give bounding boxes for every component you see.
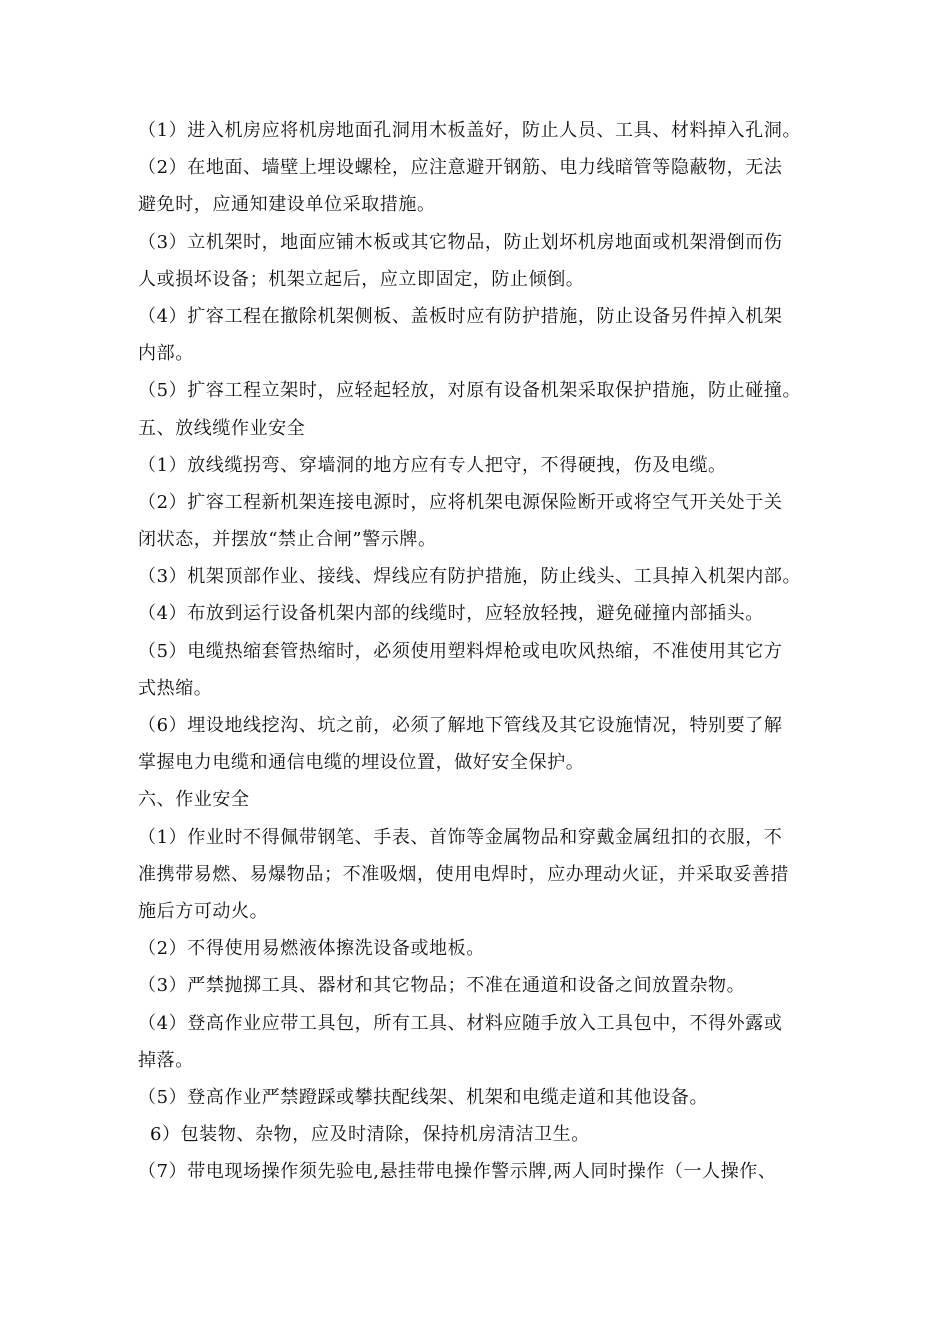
paragraph-line-3: 避免时，应通知建设单位采取措施。	[138, 194, 436, 216]
paragraph-line-21: 准携带易燃、易爆物品；不准吸烟，使用电焊时，应办理动火证，并采取妥善措	[138, 863, 789, 885]
paragraph-line-23: （2）不得使用易燃液体擦洗设备或地板。	[138, 938, 485, 960]
paragraph-line-15: （5）电缆热缩套管热缩时，必须使用塑料焊枪或电吹风热缩，不准使用其它方	[138, 640, 783, 662]
paragraph-line-5: 人或损坏设备；机架立起后，应立即固定，防止倾倒。	[138, 268, 585, 290]
paragraph-line-28: 6）包装物、杂物，应及时清除，保持机房清洁卫生。	[150, 1124, 590, 1146]
paragraph-line-2: （2）在地面、墙壁上埋设螺栓，应注意避开钢筋、电力线暗管等隐蔽物，无法	[138, 157, 783, 179]
paragraph-line-25: （4）登高作业应带工具包，所有工具、材料应随手放入工具包中，不得外露或	[138, 1012, 783, 1034]
document-body	[138, 112, 818, 1190]
paragraph-line-17: （6）埋设地线挖沟、坑之前，必须了解地下管线及其它设施情况，特别要了解	[138, 715, 783, 736]
section-heading-5: 五、放线缆作业安全	[138, 417, 306, 439]
paragraph-line-18: 掌握电力电缆和通信电缆的埋设位置，做好安全保护。	[138, 752, 585, 774]
paragraph-line-29: （7）带电现场操作须先验电,悬挂带电操作警示牌,两人同时操作（一人操作、	[138, 1161, 777, 1183]
paragraph-line-20: （1）作业时不得佩带钢笔、手表、首饰等金属物品和穿戴金属纽扣的衣服，不	[138, 826, 783, 848]
paragraph-line-7: 内部。	[138, 343, 194, 365]
paragraph-line-4: （3）立机架时，地面应铺木板或其它物品，防止划坏机房地面或机架滑倒而伤	[138, 231, 783, 253]
paragraph-line-27: （5）登高作业严禁蹬踩或攀扶配线架、机架和电缆走道和其他设备。	[138, 1086, 709, 1108]
paragraph-line-14: （4）布放到运行设备机架内部的线缆时，应轻放轻拽，避免碰撞内部插头。	[138, 603, 764, 625]
paragraph-line-6: （4）扩容工程在撤除机架侧板、盖板时应有防护措施，防止设备另件掉入机架	[138, 305, 783, 327]
paragraph-line-22: 施后方可动火。	[138, 900, 269, 922]
paragraph-line-13: （3）机架顶部作业、接线、焊线应有防护措施，防止线头、工具掉入机架内部。	[138, 566, 802, 588]
paragraph-line-11: （2）扩容工程新机架连接电源时，应将机架电源保险断开或将空气开关处于关	[138, 491, 783, 513]
paragraph-line-8: （5）扩容工程立架时，应轻起轻放，对原有设备机架采取保护措施，防止碰撞。	[138, 380, 802, 402]
paragraph-line-16: 式热缩。	[138, 677, 213, 699]
paragraph-line-26: 掉落。	[138, 1049, 194, 1071]
section-heading-6: 六、作业安全	[138, 789, 250, 811]
paragraph-line-10: （1）放线缆拐弯、穿墙洞的地方应有专人把守，不得硬拽，伤及电缆。	[138, 454, 727, 476]
paragraph-line-12: 闭状态，并摆放“禁止合闸”警示牌。	[138, 529, 437, 551]
paragraph-line-1: （1）进入机房应将机房地面孔洞用木板盖好，防止人员、工具、材料掉入孔洞。	[138, 120, 802, 141]
paragraph-line-24: （3）严禁抛掷工具、器材和其它物品；不准在通道和设备之间放置杂物。	[138, 975, 746, 997]
